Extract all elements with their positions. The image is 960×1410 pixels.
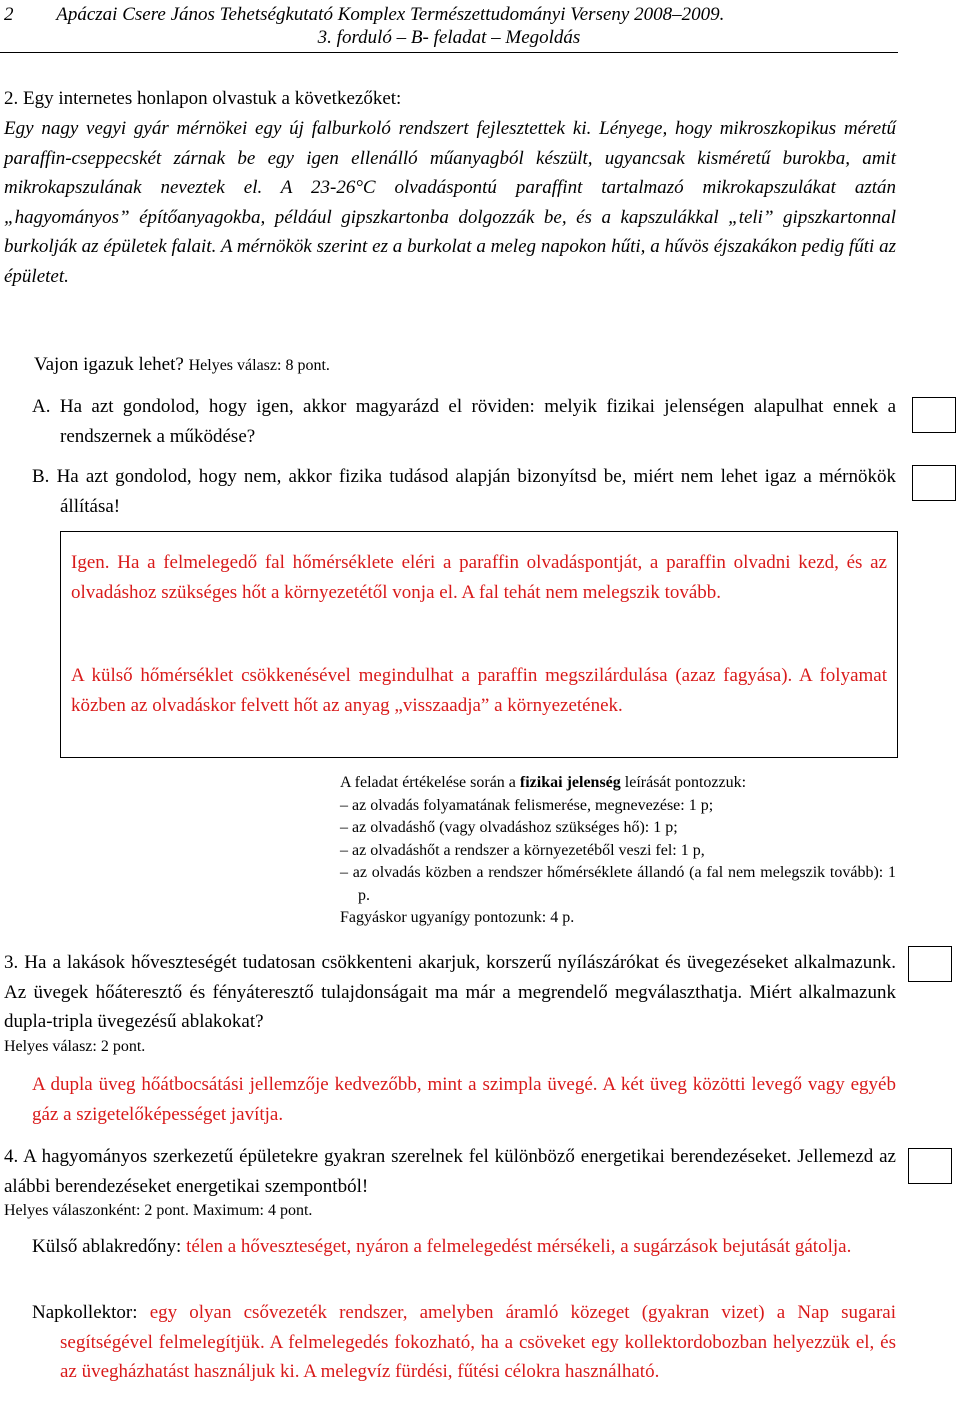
task2-quote: Egy nagy vegyi gyár mérnökei egy új falburkoló rendszert fejlesztettek ki. Lényege, hogy mikroszkopikus méretű paraffin-cseppecskét zárnak be egy igen ellenálló műanyagból készült, ugyancsak kisméretű burokba, amit mikrokapszulának neveztek el. A 23-26°C olvadáspontú paraffint tartalmazó mikrokapszulákat aztán „hagyományos” építőanyagokba, például gipszkartonba dolgozzák be, és a kapszulákkal „teli” gipszkartonnal burkolják az épületek falait. A mérnökök szerint ez a burkolat a meleg napokon hűti, a hűvös éjszakákon pedig fűti az épületet.	[4, 118, 896, 287]
criteria-item: – az olvadáshőt a rendszer a környezetéből veszi fel: 1 p,	[340, 841, 705, 859]
task4-points: Helyes válaszonként: 2 pont. Maximum: 4 pont.	[4, 1202, 313, 1219]
collector-label: Napkollektor:	[32, 1302, 138, 1323]
task4-question: 4. A hagyományos szerkezetű épületekre gyakran szerelnek fel különböző energetikai berendezéseket. Jellemezd az alábbi berendezéseket energetikai szempontból!	[4, 1146, 896, 1197]
task4-item-shutter	[32, 1232, 896, 1262]
task2-points: Helyes válasz: 8 pont.	[188, 357, 330, 374]
page-number: 2	[4, 4, 14, 25]
score-box-task4[interactable]	[908, 1148, 952, 1184]
shutter-answer: télen a hőveszteséget, nyáron a felmelegedést mérsékeli, a sugárzások bejutását gátolja.	[186, 1236, 852, 1257]
collector-answer: egy olyan csővezeték rendszer, amelyben áramló közeget (gyakran vizet) a Nap sugarai segítségével felmelegítjük. A felmelegedés fokozható, ha a csöveket egy kollektordobozban helyezzük el, és az üvegházhatást használjuk ki. A melegvíz fürdési, fűtési célokra használható.	[60, 1302, 897, 1382]
criteria-bold: fizikai jelenség	[519, 774, 621, 791]
task2-option-a	[32, 392, 896, 451]
task2-intro: 2. Egy internetes honlapon olvastuk a következőket:	[4, 88, 402, 109]
task4-item-collector	[32, 1298, 896, 1387]
criteria-footer: Fagyáskor ugyanígy pontozunk: 4 p.	[340, 909, 575, 926]
shutter-label: Külső ablakredőny:	[32, 1236, 182, 1257]
score-box-task2a[interactable]	[912, 397, 956, 433]
option-b-letter: B.	[32, 466, 50, 487]
task2-answer-p1: Igen. Ha a felmelegedő fal hőmérséklete eléri a paraffin olvadáspontját, a paraffin olvadni kezd, és az olvadáshoz szükséges hőt a környezetétől vonja el. A fal tehát nem melegszik tovább.	[71, 552, 887, 603]
criteria-item: – az olvadás közben a rendszer hőmérséklete állandó (a fal nem melegszik tovább): 1 p.	[340, 864, 896, 904]
task3-answer: A dupla üveg hőátbocsátási jellemzője kedvezőbb, mint a szimpla üvegé. A két üveg közötti levegő vagy egyéb gáz a szigetelőképességet javítja.	[32, 1074, 896, 1125]
header-title-line2: 3. forduló – B- feladat – Megoldás	[317, 27, 581, 48]
task3-points: Helyes válasz: 2 pont.	[4, 1038, 146, 1055]
criteria-item: – az olvadás folyamatának felismerése, megnevezése: 1 p;	[340, 796, 714, 814]
option-a-letter: A.	[32, 396, 51, 417]
task3-question: 3. Ha a lakások hőveszteségét tudatosan csökkenteni akarjuk, korszerű nyílászárókat és üvegezéseket alkalmazunk. Az üvegek hőáteresztő és fényáteresztő tulajdonságait ma már a megrendelő megválaszthatja. Miért alkalmazunk dupla-tripla üvegezésű ablakokat?	[4, 952, 896, 1032]
criteria-header: A feladat értékelése során a fizikai jelenség leírását pontozzuk:	[340, 774, 747, 791]
task2-option-b	[32, 462, 896, 521]
score-box-task3[interactable]	[908, 946, 952, 982]
task2-criteria	[340, 772, 896, 930]
option-b-text: Ha azt gondolod, hogy nem, akkor fizika tudásod alapján bizonyítsd be, miért nem lehet igaz a mérnökök állítása!	[56, 466, 896, 517]
task2-answer-box	[60, 531, 898, 758]
criteria-item: – az olvadáshő (vagy olvadáshoz szükséges hő): 1 p;	[340, 819, 678, 836]
task2-answer-p2: A külső hőmérséklet csökkenésével megindulhat a paraffin megszilárdulása (azaz fagyása). A folyamat közben az olvadáskor felvett hőt az anyag „visszaadja” a környezetének.	[71, 665, 887, 716]
score-box-task2b[interactable]	[912, 465, 956, 501]
header-rule	[0, 52, 898, 53]
header-title-line1: Apáczai Csere János Tehetségkutató Komplex Természettudományi Verseny 2008–2009.	[56, 4, 725, 25]
task2-question: Vajon igazuk lehet?	[34, 354, 184, 375]
option-a-text: Ha azt gondolod, hogy igen, akkor magyarázd el röviden: melyik fizikai jelenségen alapulhat ennek a rendszernek a működése?	[59, 396, 897, 447]
task2-question-line	[34, 350, 894, 381]
